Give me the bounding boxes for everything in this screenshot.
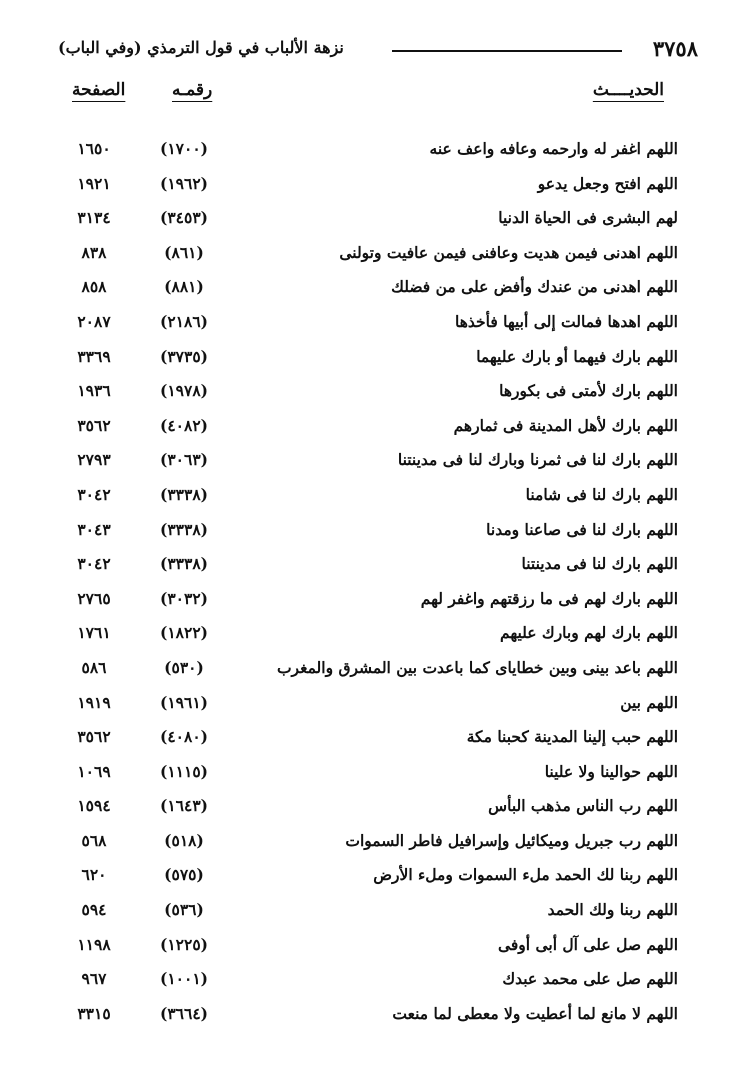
page-ref: ٣٣٦٩	[77, 346, 111, 366]
hadith-text: اللهم صل على آل أبى أوفى	[497, 934, 678, 954]
page-ref: ٣٥٦٢	[77, 415, 111, 435]
hadith-number: (١١١٥)	[160, 761, 208, 781]
index-row	[0, 724, 756, 759]
page-ref: ٣٠٤٣	[77, 519, 111, 539]
index-row	[0, 551, 756, 586]
hadith-text: اللهم اهدنى فيمن هديت وعافنى فيمن عافيت وتولنى	[339, 242, 678, 262]
hadith-text: لهم البشرى فى الحياة الدنيا	[498, 208, 678, 228]
column-headers	[0, 80, 756, 110]
hadith-number: (٣٤٥٣)	[160, 208, 208, 228]
hadith-text: اللهم اهدها فمالت إلى أبيها فأخذها	[454, 311, 678, 331]
hadith-text: اللهم افتح وجعل يدعو	[537, 173, 678, 193]
page-ref: ٣٥٦٢	[77, 727, 111, 747]
hadith-text: اللهم بارك فيهما أو بارك عليهما	[476, 346, 678, 366]
page-ref: ١٧٦١	[77, 623, 111, 643]
index-row	[0, 482, 756, 517]
hadith-text: اللهم بارك لهم فى ما رزقتهم واغفر لهم	[420, 588, 678, 608]
index-table	[0, 136, 756, 1035]
index-row	[0, 240, 756, 275]
page-ref: ٥٩٤	[81, 900, 107, 920]
page-ref: ٨٣٨	[81, 242, 107, 262]
hadith-number: (٣٦٦٤)	[160, 1003, 208, 1023]
hadith-number: (٣٠٦٣)	[160, 450, 208, 470]
page-ref: ١٥٩٤	[77, 796, 111, 816]
index-row	[0, 344, 756, 379]
index-row	[0, 447, 756, 482]
index-row	[0, 655, 756, 690]
index-row	[0, 690, 756, 725]
index-row	[0, 932, 756, 967]
hadith-number: (١٢٢٥)	[160, 934, 208, 954]
hadith-number: (١٠٠١)	[160, 969, 208, 989]
index-row	[0, 171, 756, 206]
hadith-text: اللهم بارك لأهل المدينة فى ثمارهم	[453, 415, 678, 435]
page-ref: ١١٩٨	[77, 934, 111, 954]
hadith-number: (٨٦١)	[164, 242, 204, 262]
hadith-text: اللهم حبب إلينا المدينة كحبنا مكة	[466, 727, 678, 747]
index-row	[0, 620, 756, 655]
hadith-number: (١٨٢٢)	[160, 623, 208, 643]
page-ref: ٥٨٦	[81, 657, 107, 677]
column-header-hadith: الحديــــث	[592, 80, 664, 100]
page-ref: ٣٠٤٢	[77, 484, 111, 504]
index-row	[0, 862, 756, 897]
page-ref: ٢٧٩٣	[77, 450, 111, 470]
page-ref: ٣٠٤٢	[77, 554, 111, 574]
hadith-number: (٥١٨)	[164, 830, 204, 850]
hadith-number: (٣٣٣٨)	[160, 484, 208, 504]
hadith-number: (١٧٠٠)	[160, 139, 208, 158]
hadith-text: اللهم بارك لنا فى شامنا	[525, 484, 678, 504]
index-row	[0, 966, 756, 1001]
page-ref: ٢٠٨٧	[77, 311, 111, 331]
index-row	[0, 1001, 756, 1036]
hadith-number: (١٩٦١)	[160, 692, 208, 712]
hadith-number: (٤٠٨٢)	[160, 415, 208, 435]
index-row	[0, 828, 756, 863]
hadith-text: اللهم اغفر له وارحمه وعافه واعف عنه	[429, 139, 678, 158]
hadith-text: اللهم ربنا لك الحمد ملء السموات وملء الأرض	[373, 865, 678, 885]
index-row	[0, 136, 756, 171]
index-row	[0, 759, 756, 794]
hadith-number: (٨٨١)	[164, 277, 204, 297]
index-row	[0, 309, 756, 344]
hadith-text: اللهم حوالينا ولا علينا	[544, 761, 678, 781]
hadith-number: (١٦٤٣)	[160, 796, 208, 816]
hadith-number: (١٩٧٨)	[160, 381, 208, 401]
hadith-text: اللهم ربنا ولك الحمد	[547, 900, 678, 920]
hadith-number: (٣٣٣٨)	[160, 554, 208, 574]
hadith-text: اللهم بارك لنا فى صاعنا ومدنا	[486, 519, 678, 539]
index-row	[0, 205, 756, 240]
page-ref: ٥٦٨	[81, 830, 107, 850]
page-ref: ٦٢٠	[81, 865, 107, 885]
hadith-number: (٣٣٣٨)	[160, 519, 208, 539]
page-number: ٣٧٥٨	[652, 36, 698, 61]
page-ref: ١٩٢١	[77, 173, 111, 193]
hadith-number: (١٩٦٢)	[160, 173, 208, 193]
hadith-number: (٥٣٦)	[164, 900, 204, 920]
hadith-text: اللهم صل على محمد عبدك	[502, 969, 678, 989]
page-ref: ١٩١٩	[77, 692, 111, 712]
index-row	[0, 586, 756, 621]
hadith-number: (٢١٨٦)	[160, 311, 208, 331]
column-header-page: الصفحة	[72, 80, 126, 100]
index-row	[0, 274, 756, 309]
hadith-text: اللهم اهدنى من عندك وأفض على من فضلك	[391, 277, 678, 297]
page-header	[58, 36, 698, 70]
index-row	[0, 378, 756, 413]
page-ref: ١٠٦٩	[77, 761, 111, 781]
header-rule	[392, 50, 622, 52]
page-ref: ٣١٣٤	[77, 208, 111, 228]
hadith-number: (٥٧٥)	[164, 865, 204, 885]
hadith-number: (٤٠٨٠)	[160, 727, 208, 747]
hadith-text: اللهم بارك لهم وبارك عليهم	[500, 623, 678, 643]
page-ref: ١٩٣٦	[77, 381, 111, 401]
hadith-text: اللهم بارك لنا فى مدينتنا	[521, 554, 678, 574]
index-row	[0, 413, 756, 448]
page-ref: ٨٥٨	[81, 277, 107, 297]
page-ref: ٣٣١٥	[77, 1003, 111, 1023]
column-header-number: رقمـه	[172, 80, 213, 100]
index-row	[0, 517, 756, 552]
page-ref: ٩٦٧	[81, 969, 107, 989]
hadith-text: اللهم بارك لأمتى فى بكورها	[499, 381, 678, 401]
page-ref: ١٦٥٠	[77, 139, 111, 158]
hadith-text: اللهم بارك لنا فى ثمرنا وبارك لنا فى مدينتنا	[397, 450, 678, 470]
hadith-text: اللهم باعد بينى وبين خطاياى كما باعدت بين المشرق والمغرب	[276, 657, 678, 677]
page-ref: ٢٧٦٥	[77, 588, 111, 608]
hadith-number: (٣٧٣٥)	[160, 346, 208, 366]
hadith-number: (٣٠٣٢)	[160, 588, 208, 608]
index-row	[0, 793, 756, 828]
hadith-text: اللهم رب جبريل وميكائيل وإسرافيل فاطر السموات	[345, 830, 678, 850]
hadith-text: اللهم لا مانع لما أعطيت ولا معطى لما منعت	[392, 1003, 678, 1023]
hadith-number: (٥٣٠)	[164, 657, 204, 677]
running-title: نزهة الألباب في قول الترمذي (وفي الباب)	[58, 38, 344, 57]
index-row	[0, 897, 756, 932]
hadith-text: اللهم رب الناس مذهب البأس	[488, 796, 678, 816]
hadith-text: اللهم بين	[620, 692, 678, 712]
